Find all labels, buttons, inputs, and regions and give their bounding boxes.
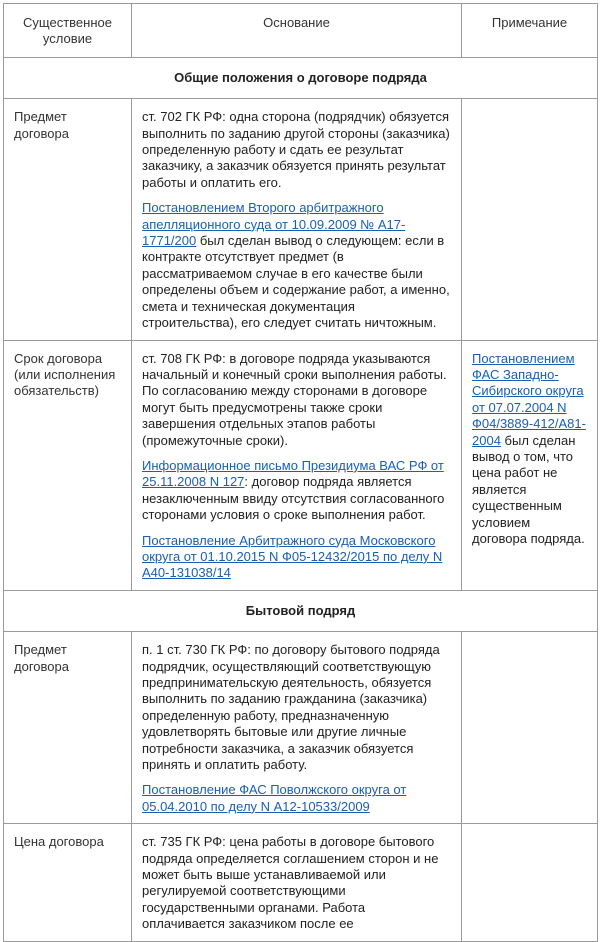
header-condition: Существенное условие xyxy=(4,4,132,58)
note-cell xyxy=(462,340,598,590)
basis-cell xyxy=(132,99,462,340)
section-title-general: Общие положения о договоре подряда xyxy=(4,57,598,98)
basis-paragraph xyxy=(142,458,451,524)
note-text: был сделан вывод о том, что цена работ не является существенным условием договора подряда. xyxy=(472,432,585,546)
basis-text: был сделан вывод о следующем: если в контракте отсутствует предмет (в рассматриваемом случае в его качестве были определены объем и содержание работ, а именно, смета и техническая документация строительства), его следует считать ничтожным. xyxy=(142,233,450,331)
section-row xyxy=(4,590,598,631)
basis-paragraph xyxy=(142,533,451,582)
note-cell xyxy=(462,824,598,941)
court-ruling-link[interactable]: Постановлением Второго арбитражного апелляционного суда от 10.09.2009 № А17-1771/200 xyxy=(142,200,406,249)
note-cell xyxy=(462,99,598,340)
basis-text: п. 1 ст. 730 ГК РФ: по договору бытового подряда подрядчик, осуществляющий соответствующую предпринимательскую деятельность, обязуется выполнить по заданию гражданина (заказчика) определенную работу, предназначенную удовлетворять бытовые или другие личные потребности заказчика, а заказчик обязуется принять и оплатить работу. xyxy=(142,642,440,773)
basis-cell xyxy=(132,340,462,590)
section-row xyxy=(4,57,598,98)
table-header-row xyxy=(4,4,598,58)
basis-text: ст. 735 ГК РФ: цена работы в договоре бытового подряда определяется соглашением сторон и не может быть выше устанавливаемой или регулируемой соответствующими государственными органами. Работа оплачивается заказчиком после ее xyxy=(142,834,439,932)
court-ruling-link[interactable]: Постановление ФАС Поволжского округа от 05.04.2010 по делу N А12-10533/2009 xyxy=(142,782,407,814)
note-cell xyxy=(462,632,598,824)
court-ruling-link[interactable]: Постановление Арбитражного суда Московского округа от 01.10.2015 N Ф05-12432/2015 по делу N А40-131038/14 xyxy=(142,532,443,581)
basis-paragraph xyxy=(142,200,451,331)
table-row xyxy=(4,340,598,590)
condition-cell: Срок договора (или исполнения обязательств) xyxy=(4,340,132,590)
basis-text: ст. 708 ГК РФ: в договоре подряда указываются начальный и конечный сроки выполнения работы. По согласованию между сторонами в договоре могут быть предусмотрены также сроки завершения отдельных этапов работы (промежуточные сроки). xyxy=(142,350,447,448)
note-ruling-link[interactable]: Постановлением ФАС Западно-Сибирского округа от 07.07.2004 N Ф04/3889-412/А81-2004 xyxy=(472,350,586,448)
header-note: Примечание xyxy=(462,4,598,58)
conditions-table xyxy=(3,3,598,942)
info-letter-link[interactable]: Информационное письмо Президиума ВАС РФ от 25.11.2008 N 127 xyxy=(142,457,444,490)
condition-cell: Предмет договора xyxy=(4,99,132,340)
table-row xyxy=(4,632,598,824)
table-row xyxy=(4,824,598,941)
condition-cell: Предмет договора xyxy=(4,632,132,824)
basis-cell xyxy=(132,632,462,824)
basis-paragraph xyxy=(142,782,451,815)
section-title-household: Бытовой подряд xyxy=(4,590,598,631)
basis-text: ст. 702 ГК РФ: одна сторона (подрядчик) обязуется выполнить по заданию другой стороны (заказчика) определенную работу и сдать ее результат заказчику, а заказчик обязуется принять результат работы и оплатить его. xyxy=(142,109,450,190)
table-row xyxy=(4,99,598,340)
condition-cell: Цена договора xyxy=(4,824,132,941)
basis-text: : договор подряда является незаключенным ввиду отсутствия согласованного сторонами условия о сроке выполнения работ. xyxy=(142,474,445,523)
header-basis: Основание xyxy=(132,4,462,58)
basis-cell xyxy=(132,824,462,941)
